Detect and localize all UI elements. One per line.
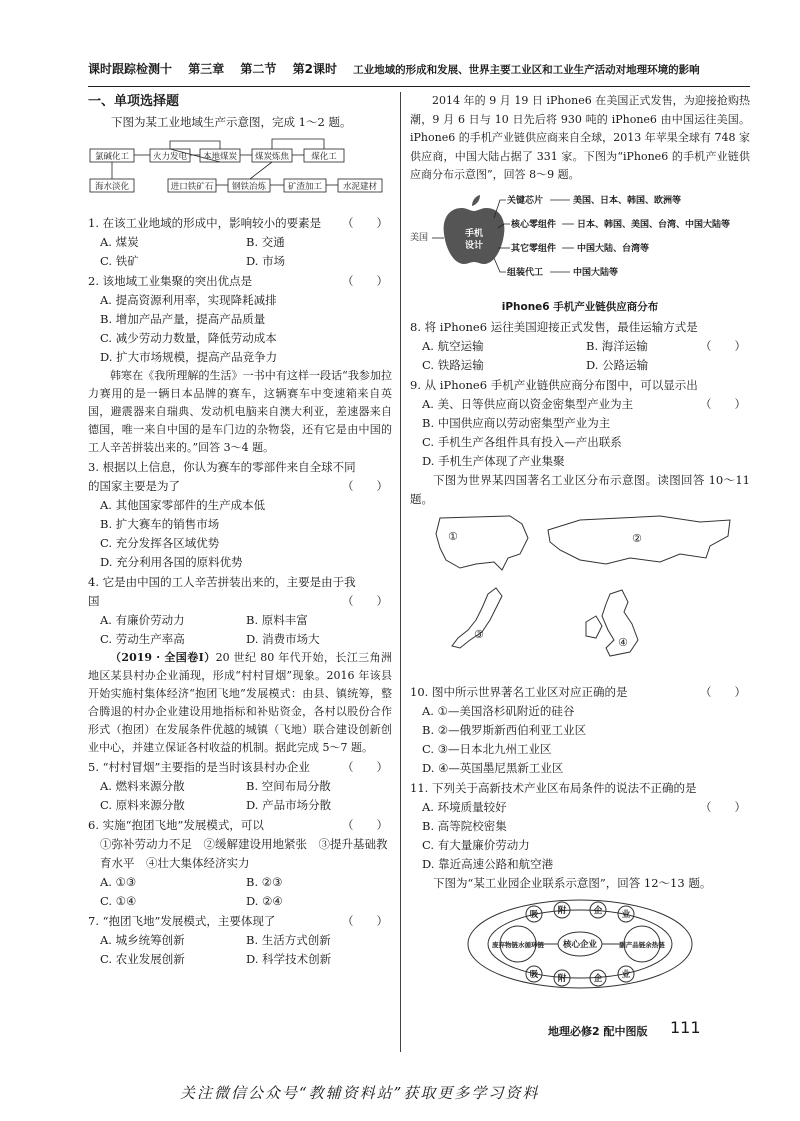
q2-option-c[interactable]: C. 减少劳动力数量，降低劳动成本 [100, 331, 277, 345]
dest-2: 中国大陆、台湾等 [577, 243, 650, 254]
question-8: 8. 将 iPhone6 运往美国迎接正式发售，最佳运输方式是 （ ） [410, 318, 750, 337]
column-divider [400, 92, 401, 1052]
q3-option-c[interactable]: C. 充分发挥各区域优势 [100, 536, 220, 550]
q7-options [88, 931, 392, 969]
q6-option-b[interactable]: B. ②③ [246, 875, 283, 889]
intro-1: 下图为某工业地域生产示意图，完成 1～2 题。 [111, 115, 352, 129]
q11-option-b[interactable]: B. 高等院校密集 [422, 818, 507, 833]
q4-option-b[interactable]: B. 原料丰富 [246, 613, 308, 627]
park-top-1: 附 [557, 905, 567, 916]
q4-options [88, 611, 392, 649]
question-2: 2. 该地域工业集聚的突出优点是 （ ） [88, 272, 392, 291]
q9-option-a[interactable]: A. 美、日等供应商以资金密集型产业为主 [422, 396, 634, 411]
q7-option-a[interactable]: A. 城乡统筹创新 [100, 933, 185, 947]
q10-option-a[interactable]: A. ①—美国洛杉矶附近的硅谷 [422, 703, 575, 718]
page-number: 111 [670, 1018, 701, 1037]
park-left-chain: 废弃物链水循环链 [492, 940, 544, 949]
park-top-0: 吸 [529, 909, 539, 920]
q1-option-d[interactable]: D. 市场 [246, 254, 286, 268]
q5-option-a[interactable]: A. 燃料来源分散 [100, 779, 185, 793]
question-3: 3. 根据以上信息，你认为赛车的零部件来自全球不同的国家主要是为了 （ ） [88, 458, 392, 496]
q6-options [88, 873, 392, 911]
page-header [88, 60, 748, 82]
q1-option-a[interactable]: A. 煤炭 [100, 235, 139, 249]
q11-option-a[interactable]: A. 环境质量较好 [422, 799, 507, 814]
industrial-regions-map [410, 512, 740, 672]
q10-option-d[interactable]: D. ④—英国墨尼黑新工业区 [422, 760, 564, 775]
q1-options [88, 233, 392, 271]
q11-options [410, 798, 750, 874]
q8-options [410, 337, 750, 375]
map-label-1: ① [448, 529, 458, 543]
answer-bracket[interactable]: （ ） [342, 760, 388, 774]
q1-option-b[interactable]: B. 交通 [246, 235, 285, 249]
header-title: 工业地域的形成和发展、世界主要工业区和工业生产活动对地理环境的影响 [353, 64, 700, 76]
section-title: 一、单项选择题 [88, 94, 180, 109]
question-11: 11. 下列关于高新技术产业区布局条件的说法不正确的是 （ ） [410, 779, 750, 798]
answer-bracket[interactable]: （ ） [700, 338, 746, 353]
right-column [410, 92, 750, 1002]
question-9: 9. 从 iPhone6 手机产业链供应商分布图中，可以显示出 （ ） [410, 376, 750, 395]
flow-node-9: 水泥建材 [342, 182, 378, 192]
q2-option-d[interactable]: D. 扩大市场规模，提高产品竞争力 [100, 350, 278, 364]
flow-node-3: 煤炭炼焦 [254, 152, 290, 162]
park-top-2: 企 [593, 905, 603, 916]
q6-items: ①弥补劳动力不足 ②缓解建设用地紧张 ③提升基础教育水平 ④壮大集体经济实力 [100, 837, 388, 870]
q3-option-a[interactable]: A. 其他国家零部件的生产成本低 [100, 498, 266, 512]
question-6: 6. 实施“抱团飞地”发展模式，可以 （ ） [88, 816, 392, 835]
q8-option-a[interactable]: A. 航空运输 [422, 338, 484, 353]
footer-book: 地理必修2 配中图版 [548, 1025, 648, 1038]
q3-options [88, 496, 392, 572]
flow-node-7: 钢铁冶炼 [231, 182, 267, 192]
q2-options [88, 291, 392, 367]
park-bottom-2: 企 [593, 973, 603, 984]
q5-options [88, 777, 392, 815]
iphone-supply-chain-diagram [410, 188, 740, 288]
answer-bracket[interactable]: （ ） [342, 274, 388, 288]
q4-option-c[interactable]: C. 劳动生产率高 [100, 632, 185, 646]
q4-option-a[interactable]: A. 有廉价劳动力 [100, 613, 185, 627]
test-label: 课时跟踪检测十 [88, 62, 173, 76]
flow-node-1: 火力发电 [152, 152, 188, 162]
flow-node-2: 本地煤炭 [202, 152, 238, 162]
passage-source: （2019 · 全国卷Ⅰ） [110, 651, 216, 664]
q1-option-c[interactable]: C. 铁矿 [100, 254, 139, 268]
header-rule [88, 86, 750, 87]
q9-option-d[interactable]: D. 手机生产体现了产业集聚 [422, 453, 565, 468]
part-3: 组装代工 [507, 267, 544, 278]
origin-label: 美国 [410, 232, 429, 243]
map-label-3: ③ [474, 627, 484, 641]
part-1: 核心零组件 [511, 219, 557, 230]
q9-option-b[interactable]: B. 中国供应商以劳动密集型产业为主 [422, 415, 611, 430]
left-column [88, 92, 392, 969]
flow-node-6: 进口铁矿石 [170, 182, 214, 192]
iphone-diagram-caption: iPhone6 手机产业链供应商分布 [501, 300, 659, 313]
answer-bracket[interactable]: （ ） [342, 216, 388, 230]
q8-option-b[interactable]: B. 海洋运输 [586, 338, 648, 353]
passage-8-9: 2014 年的 9 月 19 日 iPhone6 在美国正式发售，为迎接抢购热潮，9 月 6 日与 10 日先后将 930 吨的 iPhone6 由中国运往美国。iPhone6 的手机产业链供应商来自全球，2013 年苹果全球有 748 家供应商，中国大陆占据了 331 家。下图为“iPhone6 的手机产业链供应商分布示意图”，回答 8～9 题。 [410, 94, 750, 181]
q3-option-d[interactable]: D. 充分利用各国的原料优势 [100, 555, 243, 569]
q2-option-a[interactable]: A. 提高资源利用率，实现降耗减排 [100, 293, 277, 307]
q8-option-c[interactable]: C. 铁路运输 [422, 357, 484, 372]
dest-3: 中国大陆等 [573, 267, 619, 278]
q10-options [410, 702, 750, 778]
map-label-4: ④ [618, 635, 628, 649]
q11-option-d[interactable]: D. 靠近高速公路和航空港 [422, 856, 554, 871]
answer-bracket[interactable]: （ ） [342, 914, 388, 928]
answer-bracket[interactable]: （ ） [342, 818, 388, 832]
answer-bracket[interactable]: （ ） [700, 396, 746, 411]
flow-node-4: 煤化工 [311, 152, 337, 162]
park-bottom-0: 吸 [529, 969, 539, 980]
q6-option-c[interactable]: C. ①④ [100, 894, 137, 908]
question-5: 5. “村村冒烟”主要指的是当时该县村办企业 （ ） [88, 758, 392, 777]
flow-node-5: 海水淡化 [94, 182, 130, 192]
q6-option-a[interactable]: A. ①③ [100, 875, 137, 889]
q9-option-c[interactable]: C. 手机生产各组件具有投入—产出联系 [422, 434, 622, 449]
q4-option-d[interactable]: D. 消费市场大 [246, 632, 320, 646]
q5-option-c[interactable]: C. 原料来源分散 [100, 798, 185, 812]
passage-3-4: 韩寒在《我所理解的生活》一书中有这样一段话“我参加拉力赛用的是一辆日本品牌的赛车，这辆赛车中变速箱来自英国，避震器来自瑞典、发动机电脑来自澳大利亚，差速器来自德国，唯一来自中国的是车门边的杂物袋，还有它是由中国的工人辛苦拼装出来的。”回答 3～4 题。 [88, 369, 392, 454]
section: 第二节 [240, 62, 277, 76]
dest-1: 日本、韩国、美国、台湾、中国大陆等 [577, 219, 731, 230]
lesson: 第2课时 [292, 62, 337, 76]
park-right-chain: 副产品链余热链 [619, 940, 665, 949]
park-top-3: 业 [621, 909, 631, 920]
ireland-outline [586, 616, 602, 638]
q10-option-b[interactable]: B. ②—俄罗斯新西伯利亚工业区 [422, 722, 587, 737]
q7-option-c[interactable]: C. 农业发展创新 [100, 952, 185, 966]
dest-0: 美国、日本、韩国、欧洲等 [573, 195, 682, 206]
question-7: 7. “抱团飞地”发展模式，主要体现了 （ ） [88, 912, 392, 931]
q7-option-d[interactable]: D. 科学技术创新 [246, 952, 332, 966]
answer-bracket[interactable]: （ ） [342, 594, 388, 608]
passage-5-7: （2019 · 全国卷Ⅰ）20 世纪 80 年代开始，长江三角洲地区某县村办企业涌现，形成“村村冒烟”现象。2016 年该县开始实施村集体经济“抱团飞地”发展模式：由县、镇统筹，整合腾退的村办企业建设用地指标和补贴资金，各村以股份合作形式（抱团）在发展条件优越的城镇（飞地）联合建设创新创业中心，并建立保证各村收益的机制。据此完成 5～7 题。 [88, 651, 393, 754]
part-2: 其它零组件 [511, 243, 557, 254]
center-label-1: 手机 [464, 228, 484, 239]
q7-option-b[interactable]: B. 生活方式创新 [246, 933, 331, 947]
park-bottom-1: 附 [557, 973, 567, 984]
bottom-note: 关注微信公众号“教辅资料站”获取更多学习资料 [180, 1084, 540, 1102]
q2-option-b[interactable]: B. 增加产品产量，提高产品质量 [100, 312, 266, 326]
flow-node-8: 矿渣加工 [287, 182, 323, 192]
intro-12-13: 下图为“某工业园企业联系示意图”，回答 12～13 题。 [433, 875, 712, 890]
answer-bracket[interactable]: （ ） [342, 479, 388, 493]
q5-option-b[interactable]: B. 空间布局分散 [246, 779, 331, 793]
center-label-2: 设计 [464, 240, 484, 251]
q5-option-d[interactable]: D. 产品市场分散 [246, 798, 332, 812]
park-bottom-3: 业 [621, 969, 631, 980]
question-1: 1. 在该工业地域的形成中，影响较小的要素是 （ ） [88, 214, 392, 233]
q6-option-d[interactable]: D. ②④ [246, 894, 283, 908]
usa-outline [436, 516, 528, 570]
answer-bracket[interactable]: （ ） [700, 684, 746, 699]
question-4: 4. 它是由中国的工人辛苦拼装出来的，主要是由于我国 （ ） [88, 573, 392, 611]
flow-node-0: 氯碱化工 [94, 152, 130, 162]
park-center: 核心企业 [562, 939, 598, 950]
q8-option-d[interactable]: D. 公路运输 [586, 357, 649, 372]
q9-options [410, 395, 750, 471]
part-0: 关键芯片 [507, 195, 544, 206]
chapter: 第三章 [188, 62, 225, 76]
industry-flow-diagram [88, 135, 388, 203]
map-label-2: ② [632, 531, 642, 545]
answer-bracket[interactable]: （ ） [700, 799, 746, 814]
q11-option-c[interactable]: C. 有大量廉价劳动力 [422, 837, 530, 852]
question-10: 10. 图中所示世界著名工业区对应正确的是 （ ） [410, 683, 750, 702]
q10-option-c[interactable]: C. ③—日本北九州工业区 [422, 741, 552, 756]
industrial-park-diagram [410, 896, 740, 992]
q3-option-b[interactable]: B. 扩大赛车的销售市场 [100, 517, 220, 531]
intro-10-11: 下图为世界某四国著名工业区分布示意图。读图回答 10～11 题。 [410, 472, 750, 506]
